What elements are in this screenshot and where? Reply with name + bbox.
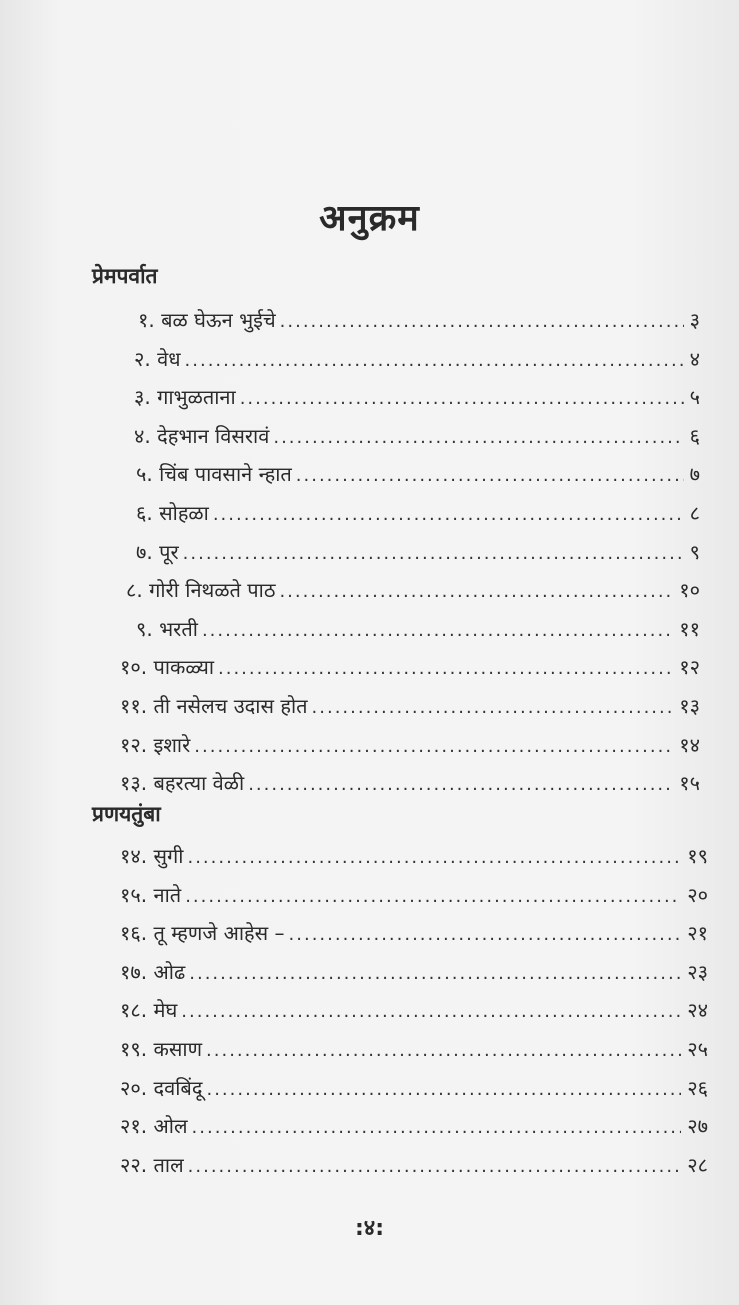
toc-entry-title: ४. देहभान विसरावं: [134, 423, 270, 448]
dot-leader: [240, 388, 684, 409]
dot-leader: [192, 1117, 682, 1138]
toc-entry-page: १९: [687, 844, 708, 868]
toc-entry-page: ७: [689, 462, 700, 487]
toc-entry: [134, 383, 700, 413]
toc-entry: [120, 769, 700, 799]
toc-entry-page: २०: [687, 882, 708, 907]
toc-entry: [120, 881, 708, 911]
toc-entry-title: २०. दवबिंदू: [120, 1075, 203, 1100]
toc-entry: [120, 1074, 708, 1104]
toc-entry: [136, 538, 700, 568]
toc-entry: [120, 919, 708, 949]
toc-entry-title: १६. तू म्हणजे आहेस –: [120, 921, 285, 946]
dot-leader: [213, 504, 684, 525]
dot-leader: [280, 311, 684, 332]
dot-leader: [183, 543, 684, 564]
dot-leader: [181, 1001, 681, 1022]
dot-leader: [248, 774, 673, 795]
toc-entry: [134, 345, 700, 375]
dot-leader: [296, 465, 684, 486]
toc-entry: [120, 996, 708, 1026]
toc-entry: [136, 615, 700, 645]
toc-entry-page: २६: [687, 1075, 708, 1100]
toc-entry-page: २४: [687, 998, 708, 1023]
toc-entry-page: ९: [689, 539, 700, 564]
toc-entry-page: १२: [679, 655, 700, 680]
toc-entry-title: ५. चिंब पावसाने न्हात: [136, 462, 292, 487]
toc-entry: [120, 692, 700, 722]
dot-leader: [188, 1156, 682, 1177]
section-heading-pranaytumba: प्रणयतुंबा: [92, 802, 161, 826]
toc-entry-title: १३. बहरत्या वेळी: [120, 771, 245, 796]
toc-entry-title: ८. गोरी निथळते पाठ: [126, 578, 276, 603]
dot-leader: [206, 1079, 681, 1100]
dot-leader: [279, 581, 673, 602]
page-title: अनुक्रम: [319, 198, 420, 239]
toc-entry: [136, 499, 700, 529]
toc-entry-page: ४: [689, 346, 700, 371]
toc-entry-title: १. बळ घेऊन भुईचे: [138, 308, 276, 332]
toc-entry-title: १४. सुगी: [120, 844, 184, 868]
toc-entry: [120, 1151, 708, 1181]
toc-entry-page: ६: [689, 423, 700, 448]
toc-entry-title: १९. कसाण: [120, 1037, 203, 1061]
toc-entry-title: ७. पूर: [136, 539, 179, 564]
toc-entry-title: ३. गाभुळताना: [134, 385, 236, 410]
toc-entry-title: २. वेध: [134, 346, 181, 371]
toc-entry: [138, 306, 700, 336]
dot-leader: [187, 847, 681, 868]
toc-entry: [120, 1035, 708, 1065]
dot-leader: [289, 924, 682, 945]
toc-entry-title: १५. नाते: [120, 882, 182, 907]
toc-entry-page: १४: [679, 732, 700, 757]
toc-entry: [120, 653, 700, 683]
dot-leader: [312, 697, 674, 718]
toc-entry: [120, 958, 708, 988]
toc-entry-title: १२. इशारे: [120, 732, 191, 757]
toc-entry-title: १०. पाकळ्या: [120, 655, 214, 680]
toc-entry-page: १५: [679, 771, 700, 796]
toc-entry-page: २७: [687, 1114, 708, 1139]
toc-entry-page: २१: [687, 921, 708, 946]
toc-entry-title: १७. ओढ: [120, 959, 186, 984]
toc-entry-title: ११. ती नसेलच उदास होत: [120, 694, 308, 718]
dot-leader: [206, 1040, 681, 1061]
toc-entry-page: २५: [687, 1037, 708, 1061]
toc-entry-page: १०: [679, 578, 700, 603]
section-heading-prempparvat: प्रेमपर्वात: [92, 264, 158, 288]
toc-entry: [120, 842, 708, 872]
toc-entry: [120, 1112, 708, 1142]
toc-entry: [120, 731, 700, 761]
toc-entry-page: ८: [689, 501, 700, 525]
page-number: :४:: [354, 1216, 385, 1241]
toc-entry: [136, 460, 700, 490]
toc-entry-title: ९. भरती: [136, 616, 198, 641]
toc-entry-title: ६. सोहळा: [136, 501, 209, 525]
toc-entry-page: २८: [687, 1152, 708, 1177]
toc-entry: [126, 576, 700, 606]
toc-entry-page: ५: [689, 385, 700, 410]
dot-leader: [202, 620, 673, 641]
toc-entry-title: २२. ताल: [120, 1152, 184, 1177]
dot-leader: [273, 427, 683, 448]
dot-leader: [189, 963, 681, 984]
dot-leader: [194, 736, 673, 757]
toc-entry-page: ११: [679, 616, 700, 641]
toc-entry-title: २१. ओल: [120, 1114, 188, 1139]
dot-leader: [218, 658, 673, 679]
dot-leader: [185, 886, 681, 907]
toc-entry-title: १८. मेघ: [120, 998, 178, 1023]
toc-entry: [134, 422, 700, 452]
toc-entry-page: २३: [687, 959, 708, 984]
dot-leader: [185, 350, 684, 371]
toc-entry-page: १३: [679, 694, 700, 718]
toc-entry-page: ३: [689, 308, 700, 332]
